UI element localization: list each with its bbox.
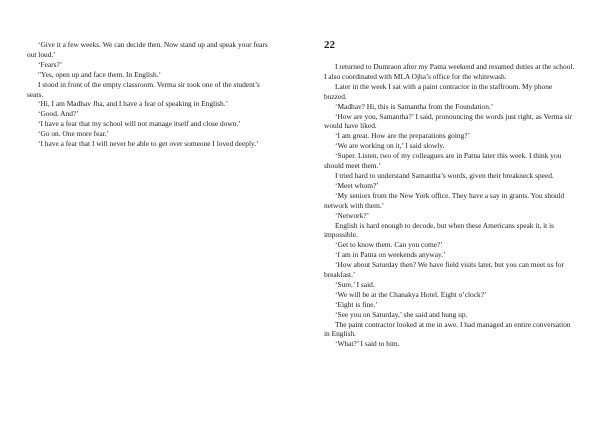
paragraph: ‘See you on Saturday,’ she said and hung up. [335, 309, 468, 319]
paragraph: ‘What?’ I said to him. [335, 339, 400, 349]
paragraph: ‘How are you, Samantha?’ I said, pronouncing the words just right, as Verma sir would have liked. [324, 111, 572, 131]
paragraph: ‘I have a fear that I will never be able to get over someone I loved deeply.’ [38, 139, 259, 149]
chapter-number: 22 [324, 39, 335, 51]
paragraph: I returned to Dumraon after my Patna weekend and resumed duties at the school. I also coordinated with MLA Ojha’s office for the whitewash. [324, 62, 575, 81]
paragraph: ‘I am in Patna on weekends anyway.’ [335, 250, 446, 260]
paragraph: ‘Madhav? Hi, this is Samantha from the Foundation.’ [335, 101, 494, 111]
paragraph: ‘Give it a few weeks. We can decide then. Now stand up and speak your fears out loud.’ [27, 40, 268, 59]
paragraph: ‘Network?’ [335, 210, 370, 220]
paragraph: ‘Meet whom?’ [335, 180, 379, 190]
paragraph: ‘I have a fear that my school will not manage itself and close down.’ [38, 119, 241, 129]
paragraph: The paint contractor looked at me in awe. I had managed an entire conversation in English. [324, 319, 571, 339]
right-page [300, 0, 600, 424]
paragraph: ‘Sure,’ I said. [335, 279, 375, 289]
paragraph: ‘How about Saturday then? We have field visits later, but you can meet us for breakfast.’ [324, 260, 565, 280]
paragraph: "Yes, open up and face them. In English.’ [38, 69, 161, 79]
paragraph: ‘My seniors from the New York office. They have a say in grants. You should network with them.’ [324, 190, 565, 210]
paragraph: ‘We are working on it,’ I said slowly. [335, 141, 445, 151]
paragraph: I tried hard to understand Samantha’s words, given their breakneck speed. [335, 170, 554, 180]
paragraph: ‘Super. Listen, two of my colleagues are in Patna later this week. I think you should meet them.’ [324, 151, 562, 171]
paragraph: ‘I am great. How are the preparations going?’ [335, 131, 471, 141]
paragraph: ‘Eight is fine.’ [335, 299, 378, 309]
paragraph: ‘Hi, I am Madhav Jha, and I have a fear of speaking in English.’ [38, 99, 229, 109]
paragraph: ‘Good. And?’ [38, 109, 79, 119]
paragraph: Later in the week I sat with a paint contractor in the staffroom. My phone buzzed. [324, 81, 553, 101]
paragraph: ‘We will be at the Chanakya Hotel. Eight o’clock?’ [335, 289, 487, 299]
right-page-text [324, 62, 576, 349]
paragraph: ‘Fears?’ [38, 59, 63, 69]
paragraph: ‘Go on. One more fear.’ [38, 129, 110, 139]
left-page-text [27, 40, 277, 149]
paragraph: English is hard enough to decode, but when these Americans speak it, it is impossible. [324, 220, 555, 240]
paragraph: I stood in front of the empty classroom. Verma sir took one of the student’s seats. [27, 79, 260, 99]
paragraph: ‘Get to know them. Can you come?’ [335, 240, 443, 250]
